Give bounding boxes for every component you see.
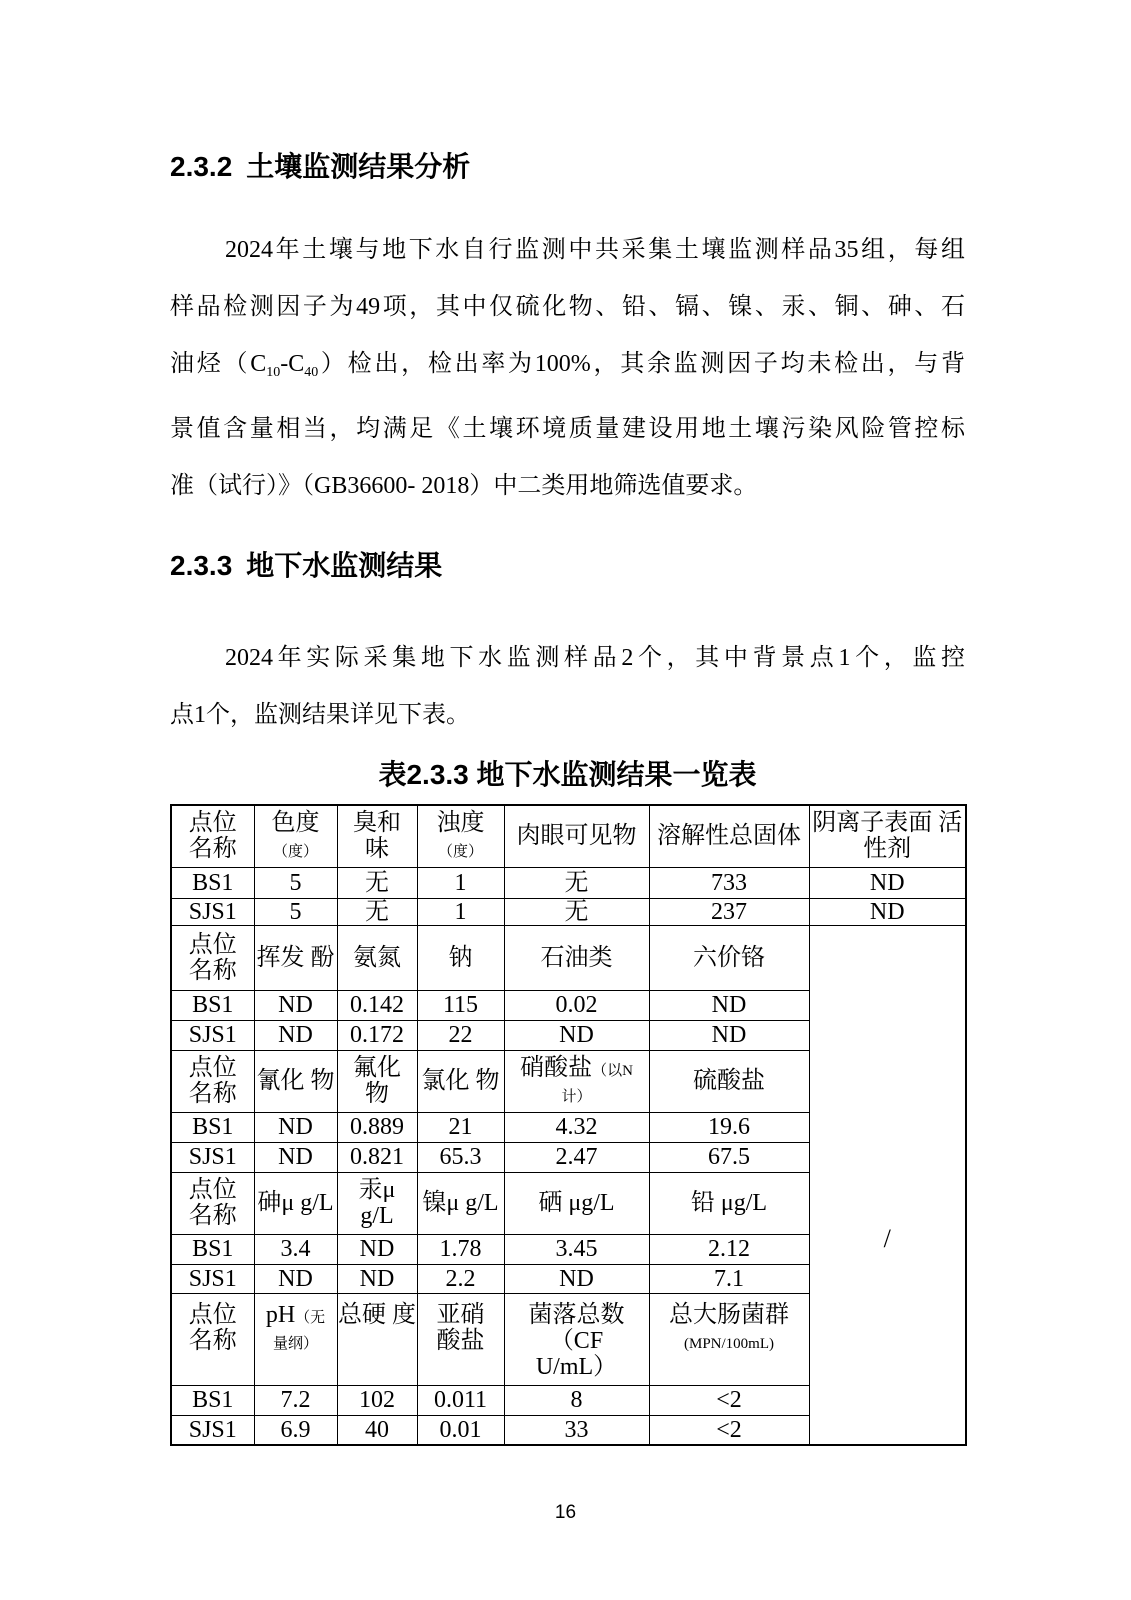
text-run: 硒 μg/L xyxy=(538,1190,615,1216)
text-run: 性剂 xyxy=(863,836,912,863)
header-cell xyxy=(504,925,649,990)
table-cell: 0.889 xyxy=(337,1112,417,1142)
text-run: 硫酸盐 xyxy=(693,1068,765,1094)
table-row xyxy=(171,867,966,898)
table-cell: 67.5 xyxy=(649,1142,809,1172)
text-run: 氯化 物 xyxy=(421,1068,500,1094)
table-cell: <2 xyxy=(649,1385,809,1415)
table-cell: ND xyxy=(254,1020,337,1050)
text-run: （度） xyxy=(272,844,318,861)
table-cell: ND xyxy=(649,990,809,1020)
row-label: BS1 xyxy=(171,990,254,1020)
text-run: 钠 xyxy=(448,944,473,971)
text-run: 名称 xyxy=(188,957,237,984)
row-label: SJS1 xyxy=(171,1264,254,1293)
paragraph-line xyxy=(170,458,965,515)
text-run: pH xyxy=(265,1301,296,1328)
text-run: 氰化 物 xyxy=(256,1068,335,1094)
table-cell: ND xyxy=(649,1020,809,1050)
header-cell xyxy=(649,805,809,867)
text-run: 名称 xyxy=(188,1203,237,1229)
header-cell xyxy=(649,925,809,990)
text-run: 准（试行）》（GB36600- 2018）中二类用地筛选值要求。 xyxy=(170,473,758,499)
header-cell xyxy=(417,805,504,867)
text-run: g/L xyxy=(360,1203,394,1229)
text-run: 样品检测因子为49项，其中仅硫化物、铅、镉、镍、汞、铜、砷、石 xyxy=(170,294,965,320)
table-cell: 22 xyxy=(417,1020,504,1050)
table-cell: 3.45 xyxy=(504,1234,649,1264)
text-run: 六价铬 xyxy=(693,944,765,971)
table-cell: ND xyxy=(337,1234,417,1264)
table-cell: 115 xyxy=(417,990,504,1020)
text-run: 味 xyxy=(365,836,389,863)
header-cell xyxy=(809,805,966,867)
text-run: 景值含量相当，均满足《土壤环境质量建设用地土壤污染风险管控标 xyxy=(170,416,965,442)
header-cell xyxy=(417,1293,504,1385)
paragraph-line xyxy=(170,336,965,401)
text-run: 油烃（C xyxy=(170,351,267,377)
text-run: 铅 μg/L xyxy=(690,1190,768,1216)
table-cell: ND xyxy=(504,1264,649,1293)
text-run: 硝酸盐 xyxy=(520,1055,593,1081)
page-number: 16 xyxy=(554,1502,577,1523)
paragraph-line xyxy=(170,222,965,279)
row-label: SJS1 xyxy=(171,1142,254,1172)
text-run: 量纲） xyxy=(272,1335,318,1352)
table-cell: 33 xyxy=(504,1415,649,1445)
text-run: U/mL） xyxy=(535,1353,618,1380)
header-cell xyxy=(417,1172,504,1234)
row-label: SJS1 xyxy=(171,1415,254,1445)
text-run: 物 xyxy=(365,1081,389,1107)
text-run: 亚硝 xyxy=(436,1301,485,1328)
results-table-body xyxy=(171,805,966,1445)
text-run: 10 xyxy=(266,365,281,380)
corner-cell xyxy=(171,1172,254,1234)
table-cell: 1.78 xyxy=(417,1234,504,1264)
row-label: SJS1 xyxy=(171,898,254,925)
table-cell: 无 xyxy=(504,867,649,898)
text-run: 砷μ g/L xyxy=(257,1190,334,1216)
paragraph-line xyxy=(170,687,965,744)
text-run: (MPN/100mL) xyxy=(684,1335,774,1352)
text-run: 点位 xyxy=(188,1055,237,1081)
text-run: 氨氮 xyxy=(353,944,401,971)
corner-cell xyxy=(171,1050,254,1112)
text-run: （以N xyxy=(592,1063,633,1079)
header-cell xyxy=(337,805,417,867)
row-label: BS1 xyxy=(171,1112,254,1142)
text-run: 计） xyxy=(561,1089,592,1105)
corner-cell xyxy=(171,925,254,990)
table-cell: 无 xyxy=(337,867,417,898)
section-number: 2.3.2 xyxy=(170,151,233,182)
text-run: 名称 xyxy=(188,1081,237,1107)
table-cell: 40 xyxy=(337,1415,417,1445)
table-cell: 1 xyxy=(417,898,504,925)
table-cell: ND xyxy=(337,1264,417,1293)
text-run: 色度 xyxy=(271,810,320,837)
table-cell: 7.2 xyxy=(254,1385,337,1415)
header-cell xyxy=(254,1050,337,1112)
table-cell: 5 xyxy=(254,867,337,898)
text-run: 2024年实际采集地下水监测样品2个，其中背景点1个，监控 xyxy=(225,645,965,671)
table-cell: 3.4 xyxy=(254,1234,337,1264)
header-cell xyxy=(504,1293,649,1385)
header-cell xyxy=(337,1172,417,1234)
text-run: 40 xyxy=(304,365,319,380)
text-run: 镍μ g/L xyxy=(422,1190,499,1216)
table-cell: 0.142 xyxy=(337,990,417,1020)
table-cell: 1 xyxy=(417,867,504,898)
text-run: 总硬 度 xyxy=(338,1301,416,1328)
header-cell xyxy=(504,1050,649,1112)
table-cell: ND xyxy=(254,1264,337,1293)
paragraph-line xyxy=(170,279,965,336)
text-run: 点位 xyxy=(188,931,237,958)
text-run: 总大肠菌群 xyxy=(669,1301,789,1328)
header-cell xyxy=(649,1172,809,1234)
table-cell: 5 xyxy=(254,898,337,925)
section-heading-232 xyxy=(170,152,965,182)
text-run: 汞μ xyxy=(358,1177,396,1203)
row-label: BS1 xyxy=(171,867,254,898)
table-cell: 0.821 xyxy=(337,1142,417,1172)
text-run: 点位 xyxy=(188,810,237,837)
table-cell: 无 xyxy=(337,898,417,925)
table-cell: 6.9 xyxy=(254,1415,337,1445)
header-cell xyxy=(254,805,337,867)
table-cell: <2 xyxy=(649,1415,809,1445)
corner-cell xyxy=(171,805,254,867)
text-run: 名称 xyxy=(188,836,237,863)
table-cell: ND xyxy=(254,990,337,1020)
paragraph-soil xyxy=(170,222,965,515)
row-label: BS1 xyxy=(171,1385,254,1415)
header-cell xyxy=(337,925,417,990)
text-run: 臭和 xyxy=(353,810,401,837)
table-cell: 7.1 xyxy=(649,1264,809,1293)
header-cell xyxy=(504,805,649,867)
table-title: 表2.3.3 地下水监测结果一览表 xyxy=(378,759,757,790)
header-cell xyxy=(254,1293,337,1385)
table-cell: 65.3 xyxy=(417,1142,504,1172)
paragraph-line xyxy=(170,630,965,687)
text-run: 点1个，监测结果详见下表。 xyxy=(170,702,470,728)
table-cell: 0.01 xyxy=(417,1415,504,1445)
table-cell: 0.02 xyxy=(504,990,649,1020)
table-cell: ND xyxy=(504,1020,649,1050)
text-run: 溶解性总固体 xyxy=(657,823,801,850)
text-run: 2024年土壤与地下水自行监测中共采集土壤监测样品35组，每组 xyxy=(225,237,965,263)
text-run: 肉眼可见物 xyxy=(516,823,637,850)
table-cell: 733 xyxy=(649,867,809,898)
table-cell: ND xyxy=(254,1142,337,1172)
header-cell xyxy=(417,925,504,990)
text-run: 阴离子表面 活 xyxy=(812,810,963,837)
header-cell xyxy=(337,1293,417,1385)
text-run: （无 xyxy=(295,1309,326,1326)
header-cell xyxy=(649,1050,809,1112)
header-cell xyxy=(649,1293,809,1385)
text-run: 酸盐 xyxy=(436,1327,485,1354)
text-run: （度） xyxy=(437,844,483,861)
table-cell: ND xyxy=(809,867,966,898)
table-cell: 无 xyxy=(504,898,649,925)
table-cell: 2.12 xyxy=(649,1234,809,1264)
row-label: SJS1 xyxy=(171,1020,254,1050)
text-run: 浊度 xyxy=(436,810,485,837)
table-cell: ND xyxy=(809,898,966,925)
text-run: -C xyxy=(280,351,305,377)
table-cell: 4.32 xyxy=(504,1112,649,1142)
merged-slash-cell: / xyxy=(809,925,966,1445)
table-cell: 2.2 xyxy=(417,1264,504,1293)
table-cell: ND xyxy=(254,1112,337,1142)
table-cell: 19.6 xyxy=(649,1112,809,1142)
section-number: 2.3.3 xyxy=(170,550,233,581)
text-run: 点位 xyxy=(188,1177,237,1203)
table-cell: 0.172 xyxy=(337,1020,417,1050)
section-heading-233 xyxy=(170,551,965,581)
table-cell: 0.011 xyxy=(417,1385,504,1415)
corner-cell xyxy=(171,1293,254,1385)
header-cell xyxy=(337,1050,417,1112)
paragraph-groundwater xyxy=(170,630,965,744)
text-run: 石油类 xyxy=(540,944,613,971)
results-table xyxy=(170,804,967,1446)
section-title: 土壤监测结果分析 xyxy=(246,151,471,182)
text-run: 挥发 酚 xyxy=(256,944,335,971)
row-label: BS1 xyxy=(171,1234,254,1264)
text-run: ）检出，检出率为100%，其余监测因子均未检出，与背 xyxy=(318,351,965,377)
section-title: 地下水监测结果 xyxy=(246,550,443,581)
paragraph-line xyxy=(170,401,965,458)
table-cell: 8 xyxy=(504,1385,649,1415)
table-cell: 2.47 xyxy=(504,1142,649,1172)
text-run: 点位 xyxy=(188,1301,237,1328)
header-cell xyxy=(417,1050,504,1112)
table-cell: 21 xyxy=(417,1112,504,1142)
table-header-row xyxy=(171,925,966,990)
text-run: 名称 xyxy=(188,1327,237,1354)
header-cell xyxy=(254,1172,337,1234)
table-cell: 237 xyxy=(649,898,809,925)
table-cell: 102 xyxy=(337,1385,417,1415)
table-header-row xyxy=(171,805,966,867)
table-row xyxy=(171,898,966,925)
header-cell xyxy=(254,925,337,990)
header-cell xyxy=(504,1172,649,1234)
text-run: 氟化 xyxy=(353,1055,401,1081)
text-run: 菌落总数 （CF xyxy=(528,1301,625,1354)
